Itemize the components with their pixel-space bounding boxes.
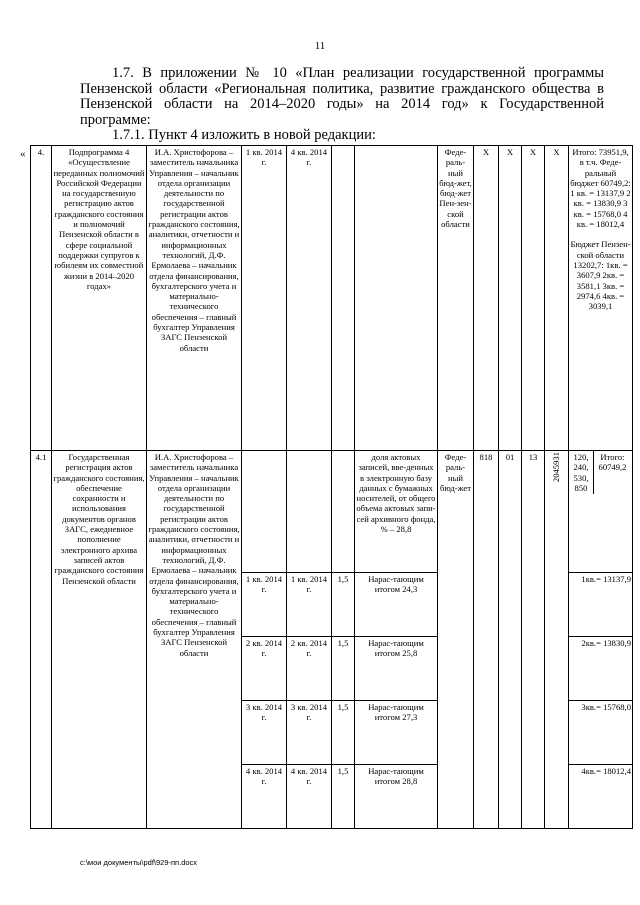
end-date: 2 кв. 2014 г. — [287, 637, 332, 701]
finance-regional: Бюджет Пензен-ской области 13202,7: 1кв. = 3607,9 2кв. = 3581,1 3кв. = 2974,6 4кв. = 3039,1 — [570, 239, 631, 312]
quarter-finance-value: 1кв.= 13137,9 — [581, 574, 631, 584]
quarter-value: 1,5 — [332, 701, 355, 765]
start-date: 1 кв. 2014 г. — [242, 146, 287, 451]
code-cell — [545, 451, 569, 829]
subsection-heading: 1.7.1. Пункт 4 изложить в новой редакции: — [112, 127, 376, 143]
code-cell: Х — [545, 146, 569, 451]
quarter-finance — [569, 765, 633, 829]
start-date: 2 кв. 2014 г. — [242, 637, 287, 701]
row-number: 4.1 — [31, 451, 52, 829]
empty-cell — [242, 451, 287, 573]
code-cell: 818 — [474, 451, 499, 829]
finance-cell — [569, 146, 633, 451]
quarter-finance-value: 4кв.= 18012,4 — [581, 766, 631, 776]
opening-quote: « — [20, 148, 26, 160]
funding-source: Феде-раль-ный бюд-жет — [438, 451, 474, 829]
end-date: 4 кв. 2014 г. — [287, 146, 332, 451]
quarter-indicator: Нарас-тающим итогом 25,8 — [355, 637, 438, 701]
indicator-cell: доля актовых записей, вве-денных в электронную базу данных с бумажных носителей, от общего объема актовых запи-сей архивного фонда, % – 28,8 — [355, 451, 438, 573]
quarter-value: 1,5 — [332, 765, 355, 829]
code-cell: Х — [474, 146, 499, 451]
finance-total — [569, 451, 633, 573]
executor: И.А. Христофорова – заместитель начальника Управления – начальник отдела организации деятельности по государственной регистрации актов гражданского состояния, аналитики, отчетности и информационных технологий, Д.Ф. Ермолаева – начальник отдела финансирования, бухгалтерского учета и материально-технического обеспечения – главный бухгалтер Управления ЗАГС Пензенской области — [147, 451, 242, 829]
empty-cell — [287, 451, 332, 573]
empty-cell — [355, 146, 438, 451]
end-date: 3 кв. 2014 г. — [287, 701, 332, 765]
quarter-value: 1,5 — [332, 573, 355, 637]
section-heading: 1.7. В приложении № 10 «План реализации государственной программы Пензенской области «Региональная политика, развитие гражданского общества в Пензенской области на 2014–2020 годы» на 2014 год» к Государственной программе: — [80, 65, 604, 128]
finance-federal: Итого: 73951,9, в т.ч. Феде-ральный бюджет 60749,2: 1 кв. = 13137,9 2 кв. = 13830,9 3 кв. = 15768,0 4 кв. = 18012,4 — [570, 147, 631, 230]
activity-name: Государственная регистрация актов гражданского состояния, обеспечение сохранности и использования документов органов ЗАГС, ежедневное пополнение электронного архива записей актов гражданского состояния Пензенской области — [52, 451, 147, 829]
quarter-finance — [569, 701, 633, 765]
file-path-footer: c:\мои документы\pdf\929-пп.docx — [80, 858, 198, 867]
executor: И.А. Христофорова – заместитель начальника Управления – начальник отдела организации деятельности по государственной регистрации актов гражданского состояния, аналитики, отчетности и информационных технологий, Д.Ф. Ермолаева – начальник отдела финансирования, бухгалтерского учета и материально-технического обеспечения – главный бухгалтер Управления ЗАГС Пензенской области — [147, 146, 242, 451]
code-cell: 13 — [522, 451, 545, 829]
code-cell: Х — [522, 146, 545, 451]
table-row-4 — [31, 146, 633, 451]
quarter-indicator: Нарас-тающим итогом 27,3 — [355, 701, 438, 765]
target-article-code: 2045931 — [551, 452, 562, 483]
start-date: 4 кв. 2014 г. — [242, 765, 287, 829]
empty-cell — [332, 146, 355, 451]
empty-cell — [332, 451, 355, 573]
program-name: Подпрограмма 4 «Осуществление переданных полномочий Российской Федерации на государственную регистрацию актов гражданского состояния и полномочий Пензенской области в сфере социальной поддержки супругов к юбилеям их совместной жизни в 2014–2020 годах» — [52, 146, 147, 451]
code-cell: 01 — [499, 451, 522, 829]
row-number: 4. — [31, 146, 52, 451]
funding-source: Феде-раль-ный бюд-жет, бюд-жет Пен-зен-ской области — [438, 146, 474, 451]
end-date: 4 кв. 2014 г. — [287, 765, 332, 829]
quarter-finance-value: 3кв.= 15768,0 — [581, 702, 631, 712]
start-date: 1 кв. 2014 г. — [242, 573, 287, 637]
expense-codes: 120, 240, 530, 850 — [569, 451, 594, 494]
end-date: 1 кв. 2014 г. — [287, 573, 332, 637]
quarter-finance — [569, 573, 633, 637]
start-date: 3 кв. 2014 г. — [242, 701, 287, 765]
code-cell: Х — [499, 146, 522, 451]
total-value: Итого: 60749,2 — [598, 452, 627, 473]
quarter-finance-value: 2кв.= 13830,9 — [581, 638, 631, 648]
quarter-indicator: Нарас-тающим итогом 24,3 — [355, 573, 438, 637]
quarter-value: 1,5 — [332, 637, 355, 701]
table-row-4-1 — [31, 451, 633, 573]
plan-table — [30, 145, 633, 829]
quarter-indicator: Нарас-тающим итогом 28,8 — [355, 765, 438, 829]
page-number: 11 — [314, 40, 326, 52]
quarter-finance — [569, 637, 633, 701]
